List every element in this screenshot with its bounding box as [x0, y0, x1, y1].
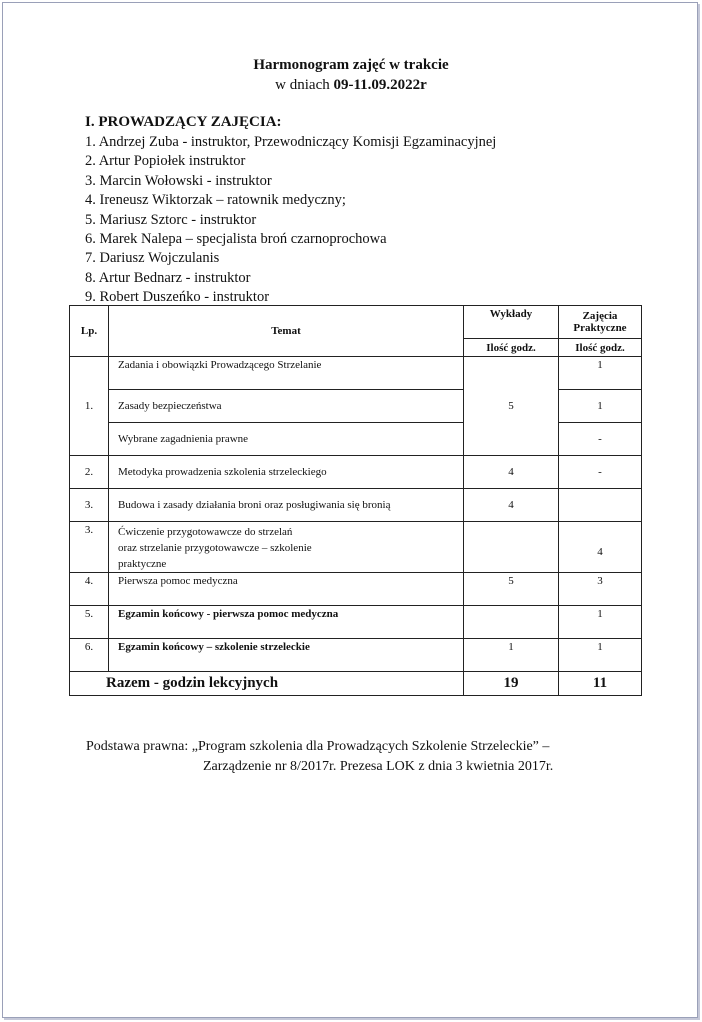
row-lp: 4. — [70, 573, 109, 606]
header-lp: Lp. — [70, 306, 109, 357]
row-topic: Egzamin końcowy - pierwsza pomoc medyczna — [109, 606, 464, 639]
instructor-item: 4. Ireneusz Wiktorzak – ratownik medyczny; — [85, 192, 346, 209]
row-practice-hours — [559, 489, 642, 522]
row-lp: 3. — [70, 522, 109, 573]
instructor-item: 9. Robert Duszeńko - instruktor — [85, 289, 270, 306]
table-row — [70, 573, 642, 606]
row-lecture-hours: 1 — [464, 639, 559, 672]
header-practice-hours: Ilość godz. — [559, 339, 642, 357]
row-lecture-hours: 4 — [464, 489, 559, 522]
header-lecture-hours: Ilość godz. — [464, 339, 559, 357]
legal-line-1: Podstawa prawna: „Program szkolenia dla Prowadzących Szkolenie Strzeleckie” – — [86, 739, 550, 754]
instructor-item: 8. Artur Bednarz - instruktor — [85, 269, 251, 286]
table-row — [70, 522, 642, 573]
document-title: Harmonogram zajęć w trakcie — [253, 57, 449, 73]
row-lp: 3. — [70, 489, 109, 522]
row-lp: 2. — [70, 456, 109, 489]
row-practice-hours: 1 — [559, 639, 642, 672]
row-lecture-hours: 5 — [464, 573, 559, 606]
table-row — [70, 456, 642, 489]
header-topic: Temat — [109, 306, 464, 357]
table-row — [70, 357, 642, 390]
instructor-item: 5. Mariusz Sztorc - instruktor — [85, 211, 257, 228]
row-practice-hours: - — [559, 423, 642, 456]
row-topic: Zasady bezpieczeństwa — [109, 390, 464, 423]
row-practice-hours: - — [559, 456, 642, 489]
table-header-row — [70, 306, 642, 339]
instructor-list — [85, 133, 496, 308]
row-practice-hours: 1 — [559, 390, 642, 423]
row-lp: 1. — [70, 357, 109, 456]
legal-line-2: Zarządzenie nr 8/2017r. Prezesa LOK z dnia 3 kwietnia 2017r. — [203, 759, 554, 774]
row-lp: 5. — [70, 606, 109, 639]
row-topic: Egzamin końcowy – szkolenie strzeleckie — [109, 639, 464, 672]
row-practice-hours: 4 — [559, 522, 642, 573]
row-practice-hours: 1 — [559, 357, 642, 390]
table-row — [70, 606, 642, 639]
row-lecture-hours: 5 — [464, 357, 559, 456]
row-topic: Zadania i obowiązki Prowadzącego Strzelanie — [109, 357, 464, 390]
row-topic: Wybrane zagadnienia prawne — [109, 423, 464, 456]
dates-value: 09-11.09.2022r — [333, 77, 427, 93]
row-lecture-hours — [464, 522, 559, 573]
row-lecture-hours — [464, 606, 559, 639]
header-lectures: Wykłady — [464, 306, 559, 339]
row-topic: Budowa i zasady działania broni oraz posługiwania się bronią — [109, 489, 464, 522]
instructor-item: 3. Marcin Wołowski - instruktor — [85, 172, 272, 189]
row-topic: Pierwsza pomoc medyczna — [109, 573, 464, 606]
table-row — [70, 639, 642, 672]
table-row — [70, 489, 642, 522]
row-lecture-hours: 4 — [464, 456, 559, 489]
document-dates — [0, 77, 702, 94]
instructor-item: 1. Andrzej Zuba - instruktor, Przewodniczący Komisji Egzaminacyjnej — [85, 134, 497, 150]
header-practice: Zajęcia Praktyczne — [559, 306, 642, 339]
instructor-item: 6. Marek Nalepa – specjalista broń czarnoprochowa — [85, 230, 387, 247]
row-lp: 6. — [70, 639, 109, 672]
row-topic: Ćwiczenie przygotowawcze do strzelań oraz strzelanie przygotowawcze – szkolenie praktyczne — [109, 522, 464, 573]
row-practice-hours: 1 — [559, 606, 642, 639]
total-label: Razem - godzin lekcyjnych — [70, 672, 464, 696]
total-row — [70, 672, 642, 696]
schedule-table — [69, 305, 642, 696]
instructor-item: 2. Artur Popiołek instruktor — [85, 153, 246, 170]
row-practice-hours: 3 — [559, 573, 642, 606]
row-topic: Metodyka prowadzenia szkolenia strzeleckiego — [109, 456, 464, 489]
section-heading: I. PROWADZĄCY ZAJĘCIA: — [85, 114, 282, 130]
dates-prefix: w dniach — [275, 77, 334, 93]
total-lectures: 19 — [464, 672, 559, 696]
legal-basis — [86, 737, 553, 777]
total-practice: 11 — [559, 672, 642, 696]
instructor-item: 7. Dariusz Wojczulanis — [85, 250, 220, 267]
